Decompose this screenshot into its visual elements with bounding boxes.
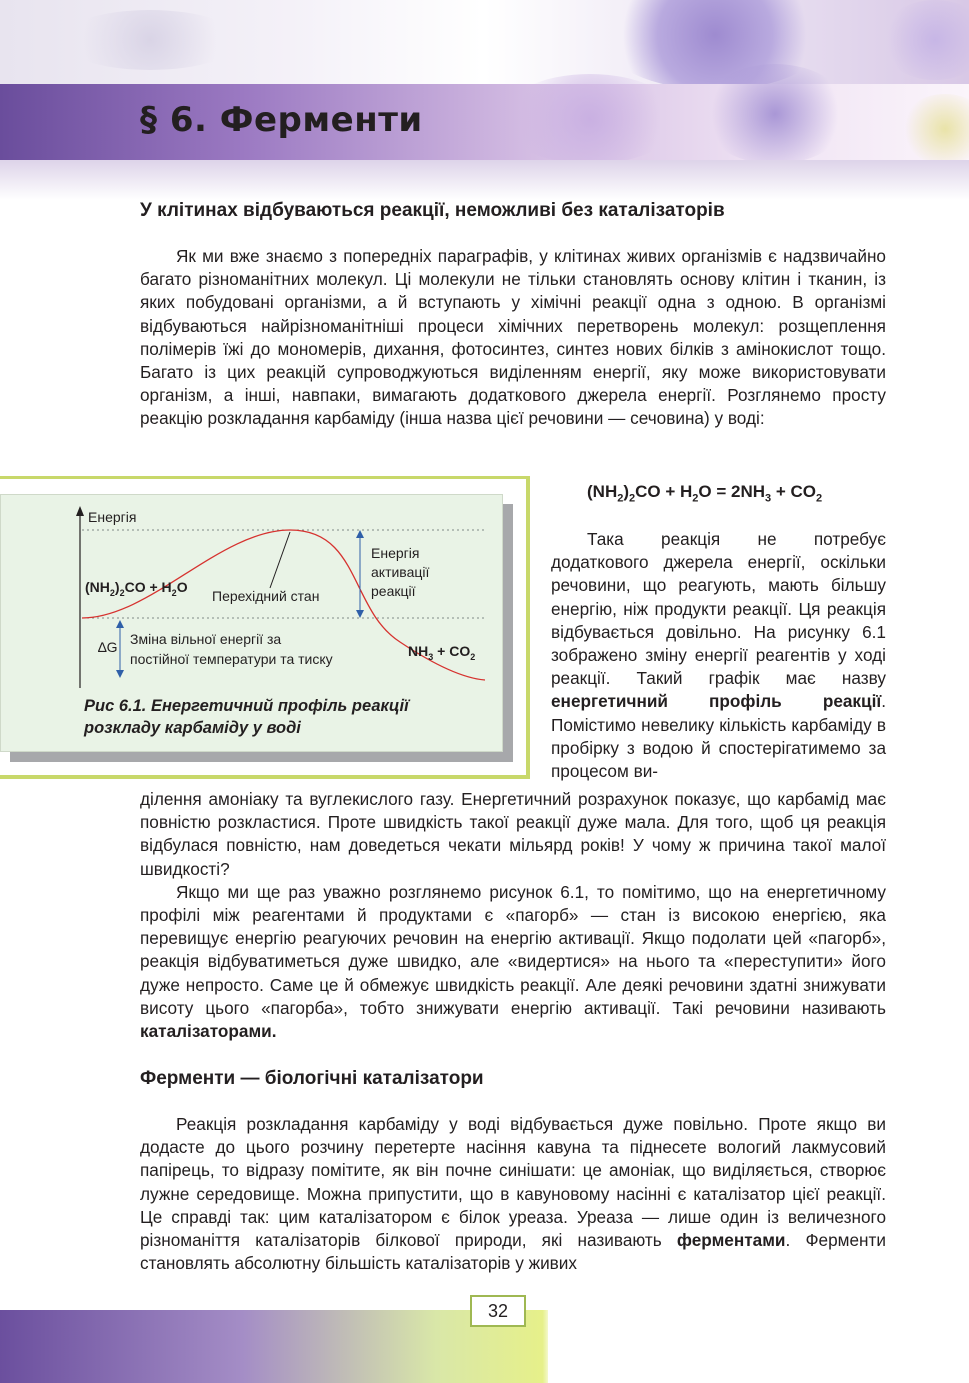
paragraph-continued-text: ділення амоніаку та вуглекислого газу. Енергетичний розрахунок показує, що карбамід має повністю розкластися. Проте швидкість такої реакції дуже мала. Для того, щоб ця реакція відбулася повністю, нам доведеться чекати мільярд років! У чому ж причина такої малої швидкості? [140, 789, 886, 879]
protein-image-1 [60, 10, 240, 70]
reaction-equation: $(NH_2)_2CO + H_2O = 2NH_3 + CO_2$ [587, 482, 823, 505]
page-number: 32 [470, 1295, 526, 1327]
activation-arrow-head-up [356, 530, 364, 538]
protein-image-5 [700, 64, 850, 164]
transition-label: Перехідний стан [212, 588, 320, 604]
figure-caption: Рис 6.1. Енергетичний профіль реакції розкладу карбаміду у воді [84, 697, 409, 737]
products-label: $NH_3 + CO_2$ [408, 643, 476, 662]
header-top-image [0, 0, 969, 84]
paragraph-continued [140, 788, 886, 1043]
section-heading-2: Ферменти — біологічні каталізатори [140, 1068, 484, 1089]
transition-pointer [270, 532, 290, 588]
paragraph-hill-text: Якщо ми ще раз уважно розглянемо рисунок 6.1, то помітимо, що на енергетичному профілі між реагентами й продуктами є «пагорб» — стан із високою енергією, яка перевищує енергію реагуючих речовин на енергію активації. Якщо подолати цей «пагорб», реакція відбуватиметься дуже швидко, але «видертися» на нього та «переступити» його дуже непросто. Саме це й обмежує швидкість реакції. Але деякі речовини здатні знижувати висоту цього «пагорба», тобто знижувати енергію активації. Такі речовини називають каталізаторами. [140, 881, 886, 1042]
page-title: § 6. Ферменти [140, 100, 423, 140]
paragraph-enzymes-text: Реакція розкладання карбаміду у воді відбувається дуже повільно. Проте якщо ви додасте до цього розчину перетерте насіння кавуна та піднесете вологий лакмусовий папірець, то відразу помітите, як він почне синішати: це амоніак, що виділяється, створює лужне середовище. Можна припустити, що в кавуновому насінні є каталізатор цієї реакції. Це справді так: цим каталізатором є білок уреаза. Уреаза — лише один із величезного різноманіття каталізаторів білкової природи, які називають ферментами. Ферменти становлять абсолютну більшість каталізаторів у живих [140, 1114, 886, 1274]
protein-image-3 [880, 0, 969, 80]
delta-g-arrow-head-down [116, 670, 124, 678]
delta-g-desc-1: Зміна вільної енергії за [130, 631, 282, 647]
activation-label-2: активації [371, 564, 430, 580]
header-fade [0, 160, 969, 200]
protein-image-6 [900, 94, 969, 164]
delta-g-arrow-head-up [116, 620, 124, 628]
delta-g-desc-2: постійної температури та тиску [130, 651, 333, 667]
y-axis-arrow [76, 506, 84, 516]
activation-label-1: Енергія [371, 545, 420, 561]
activation-arrow-head-down [356, 610, 364, 618]
footer-right-blank [548, 1310, 969, 1383]
paragraph-enzymes [140, 1113, 886, 1275]
protein-image-4 [500, 74, 680, 164]
y-axis-label: Енергія [88, 509, 137, 525]
paragraph-intro-text: Як ми вже знаємо з попередніх параграфів, у клітинах живих організмів є надзвичайно багато різноманітних молекул. Ці молекули не тільки становлять основу клітин і тканин, із яких побудовані організми, а й вступають у хімічні реакції одна з одною. В організмі відбуваються найрізноманітніші процеси хімічних перетворень молекул: розщеплення полімерів їжі до мономерів, дихання, фотосинтез, синтез нових білків з амінокислот тощо. Багато із цих реакцій супроводжуються виділенням енергії, яку може використовувати організм, а інші, навпаки, вимагають додаткового джерела енергії. Розглянемо просту реакцію розкладання карбаміду (інша назва цієї речовини — сечовина) у воді: [140, 246, 886, 429]
delta-g-label: ∆G [98, 639, 118, 655]
paragraph-beside-figure [551, 528, 886, 783]
activation-label-3: реакції [371, 583, 416, 599]
reactants-label: $(NH_2)_2CO + H_2O$ [85, 579, 188, 598]
section-heading-1: У клітинах відбуваються реакції, неможливі без каталізаторів [140, 200, 725, 221]
paragraph-intro [140, 245, 886, 431]
paragraph-beside-figure-text: Така реакція не потребує додаткового джерела енергії, оскільки речовини, що реагують, мають більшу енергію, ніж продукти реакції. Ця реакція відбувається довільно. На рисунку 6.1 зображено зміну енергії реагентів у ході реакції. Такий графік має назву енергетичний профіль реакції. Помістимо невелику кількість карбаміду в пробірку з водою й спостерігатимемо за процесом ви- [551, 529, 886, 782]
